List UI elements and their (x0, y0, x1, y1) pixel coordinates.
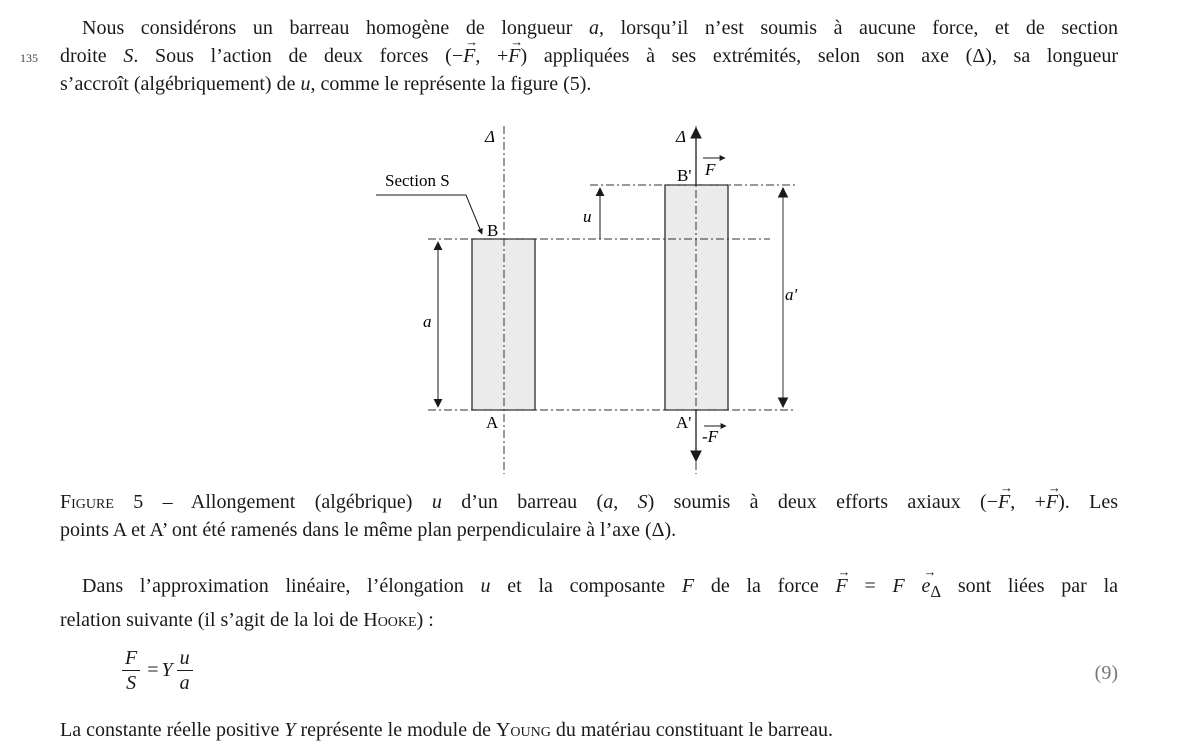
dimension-u-label: u (583, 207, 592, 226)
point-B-label: B (487, 221, 499, 240)
force-vector: → F (508, 42, 520, 70)
young-modulus-symbol: Y (161, 659, 173, 681)
hooke-line-2: relation suivante (il s’agit de la loi de Hooke) : (60, 609, 434, 631)
force-label-top: F (705, 160, 716, 179)
point-A-label: A (486, 413, 499, 432)
force-vector: → F (463, 42, 475, 70)
point-A-prime-label: A' (676, 413, 692, 432)
axis-label-right: Δ (676, 127, 686, 146)
hooke-line-1: Dans l’approximation linéaire, l’élongation u et la composante F de la force → $F = F \to e_\Delta$ sont liées par la (60, 572, 1118, 606)
hooke-equation (118, 646, 197, 695)
dimension-a-prime-label: a' (785, 285, 798, 304)
equation-number: (9) (1094, 662, 1118, 684)
fraction-F-over-S: $\frac{F}{S}$ (122, 646, 140, 695)
caption-label: Figure 5 (60, 491, 144, 513)
caption-line-1: Figure 5 – Allongement (algébrique) u d’un barreau (a, S) soumis à deux efforts axiaux (−→ F, +→ F). Les (60, 488, 1118, 516)
intro-paragraph (60, 14, 1118, 98)
figure-caption (60, 488, 1118, 544)
section-leader-line (376, 195, 482, 234)
young-paragraph (60, 716, 1118, 744)
intro-line-2: droite S. Sous l’action de deux forces (−→ F, +→ F) appliquées à ses extrémités, selon son axe (Δ), sa longueur (60, 42, 1118, 70)
hooke-paragraph (60, 572, 1118, 634)
line-number: 135 (20, 51, 38, 65)
intro-line-1: Nous considérons un barreau homogène de longueur a, lorsqu’il n’est soumis à aucune force, et de section (82, 17, 1119, 39)
equals-sign: = (147, 659, 159, 681)
dimension-a-label: a (423, 312, 432, 331)
point-B-prime-label: B' (677, 166, 692, 185)
young-line: La constante réelle positive Y représente le module de Young du matériau constituant le barreau. (60, 719, 833, 741)
section-s-label: Section S (385, 171, 450, 190)
figure-5-diagram (370, 118, 830, 478)
axis-label-left: Δ (485, 127, 495, 146)
caption-line-2: points A et A’ ont été ramenés dans le même plan perpendiculaire à l’axe (Δ). (60, 519, 677, 541)
fraction-u-over-a: $\frac{u}{a}$ (177, 646, 193, 695)
intro-line-3: s’accroît (algébriquement) de u, comme le représente la figure (5). (60, 73, 592, 95)
force-label-bottom: -F (702, 427, 719, 446)
